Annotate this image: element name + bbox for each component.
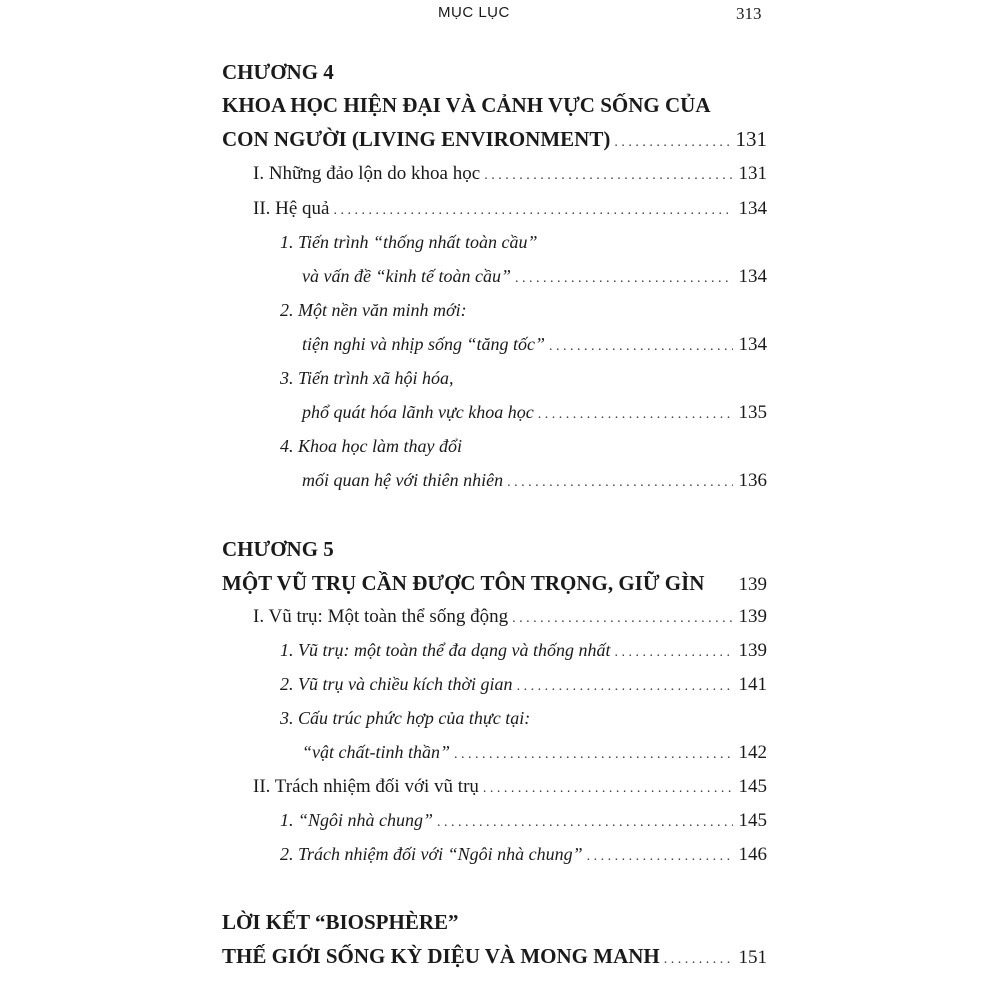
entry-text: MỘT VŨ TRỤ CẦN ĐƯỢC TÔN TRỌNG, GIỮ GÌN xyxy=(222,571,705,595)
entry-text: II. Trách nhiệm đối với vũ trụ xyxy=(253,776,479,797)
entry-page: 134 xyxy=(738,198,767,219)
entry-page: 145 xyxy=(738,776,767,797)
entry-page: 135 xyxy=(738,402,767,423)
entry-text: I. Vũ trụ: Một toàn thể sống động xyxy=(253,606,509,627)
entry-page: 151 xyxy=(738,947,767,968)
toc-entry xyxy=(302,470,767,492)
chapter-title: KHOA HỌC HIỆN ĐẠI VÀ CẢNH VỰC SỐNG CỦA xyxy=(222,93,711,117)
entry-page: 139 xyxy=(738,606,767,627)
page-number: 313 xyxy=(736,4,762,23)
toc-entry xyxy=(280,844,767,866)
entry-text-line: 2. Một nền văn minh mới: xyxy=(280,300,467,320)
toc-entry xyxy=(253,163,767,185)
entry-page: 139 xyxy=(738,574,767,595)
entry-text: tiện nghi và nhịp sống “tăng tốc” xyxy=(302,334,545,354)
leader-dots xyxy=(538,407,733,423)
toc-entry xyxy=(280,674,767,696)
leader-dots xyxy=(483,781,733,797)
leader-dots xyxy=(334,203,733,219)
chapter-label: CHƯƠNG 4 xyxy=(222,60,334,84)
entry-page: 141 xyxy=(738,674,767,695)
toc-entry xyxy=(280,640,767,662)
entry-text: II. Hệ quả xyxy=(253,198,330,219)
entry-text: THẾ GIỚI SỐNG KỲ DIỆU VÀ MONG MANH xyxy=(222,944,660,968)
toc-entry xyxy=(222,571,767,596)
toc-entry xyxy=(222,127,767,152)
toc-entry xyxy=(302,742,767,764)
leader-dots xyxy=(437,815,732,831)
running-head: MỤC LỤC xyxy=(438,4,510,21)
leader-dots xyxy=(664,952,733,968)
entry-page: 131 xyxy=(738,163,767,184)
entry-page: 146 xyxy=(738,844,767,865)
entry-text: “vật chất-tinh thần” xyxy=(302,742,450,762)
entry-page: 131 xyxy=(735,127,767,151)
leader-dots xyxy=(517,679,733,695)
chapter-label: LỜI KẾT “BIOSPHÈRE” xyxy=(222,910,459,934)
entry-page: 136 xyxy=(738,470,767,491)
toc-entry xyxy=(222,944,767,969)
entry-text: 2. Vũ trụ và chiều kích thời gian xyxy=(280,674,513,694)
toc-entry xyxy=(280,810,767,832)
entry-text: 1. “Ngôi nhà chung” xyxy=(280,810,434,830)
entry-text-line: 3. Tiến trình xã hội hóa, xyxy=(280,368,454,388)
toc-entry xyxy=(253,776,767,798)
leader-dots xyxy=(515,271,733,287)
entry-text: và vấn đề “kinh tế toàn cầu” xyxy=(302,266,511,286)
entry-page: 134 xyxy=(738,266,767,287)
leader-dots xyxy=(512,611,732,627)
toc-entry xyxy=(302,402,767,424)
toc-entry xyxy=(302,334,767,356)
entry-text: 2. Trách nhiệm đối với “Ngôi nhà chung” xyxy=(280,844,583,864)
entry-text-line: 1. Tiến trình “thống nhất toàn cầu” xyxy=(280,232,538,252)
toc-entry xyxy=(302,266,767,288)
leader-dots xyxy=(484,168,732,184)
entry-page: 134 xyxy=(738,334,767,355)
entry-text-line: 3. Cấu trúc phức hợp của thực tại: xyxy=(280,708,531,728)
entry-page: 142 xyxy=(738,742,767,763)
entry-text: mối quan hệ với thiên nhiên xyxy=(302,470,504,490)
chapter-label: CHƯƠNG 5 xyxy=(222,537,334,561)
leader-dots xyxy=(507,475,732,491)
entry-text: CON NGƯỜI (LIVING ENVIRONMENT) xyxy=(222,127,611,151)
leader-dots xyxy=(454,747,733,763)
entry-text-line: 4. Khoa học làm thay đổi xyxy=(280,436,462,456)
entry-text: phổ quát hóa lãnh vực khoa học xyxy=(302,402,534,422)
leader-dots xyxy=(549,339,733,355)
toc-entry xyxy=(253,198,767,220)
leader-dots xyxy=(614,645,732,661)
entry-page: 145 xyxy=(738,810,767,831)
entry-text: 1. Vũ trụ: một toàn thể đa dạng và thống nhất xyxy=(280,640,611,660)
toc-entry xyxy=(253,606,767,628)
entry-page: 139 xyxy=(738,640,767,661)
leader-dots xyxy=(614,135,729,151)
leader-dots xyxy=(587,849,733,865)
entry-text: I. Những đảo lộn do khoa học xyxy=(253,163,481,184)
